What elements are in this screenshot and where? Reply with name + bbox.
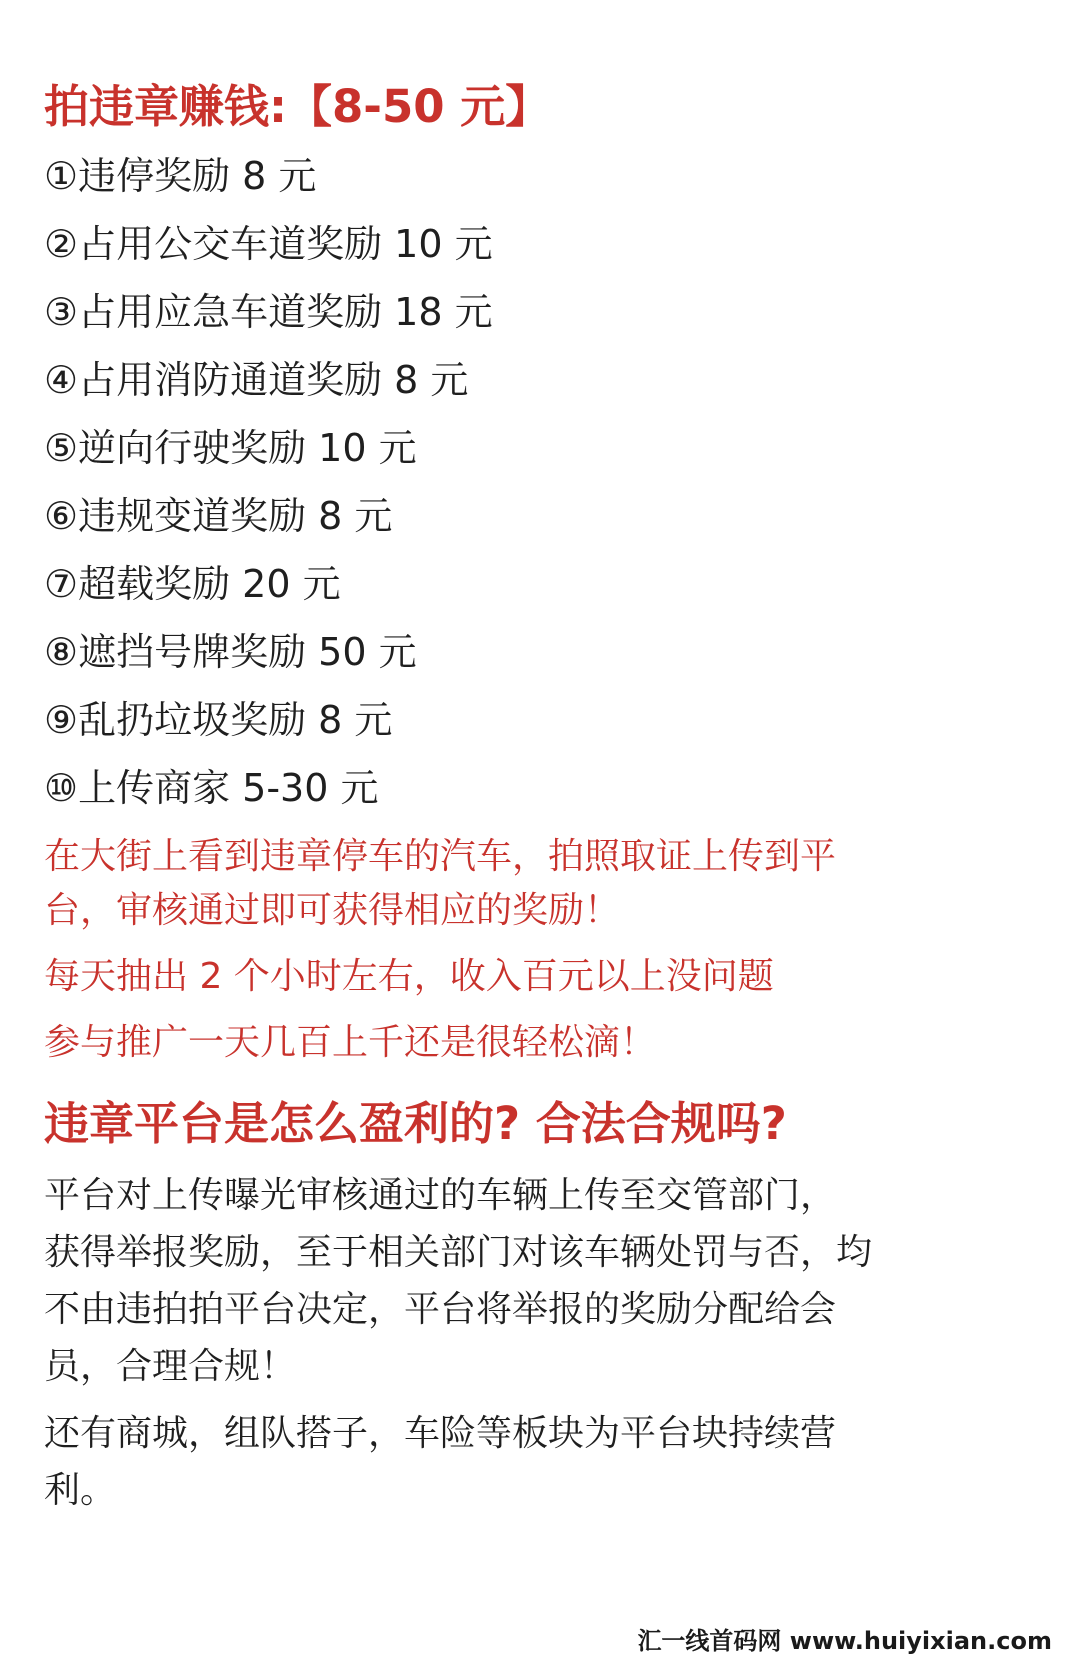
reward-item-9: ⑨乱扔垃圾奖励 8 元	[44, 698, 393, 742]
reward-item-7: ⑦超载奖励 20 元	[44, 562, 341, 606]
reward-item-4: ④占用消防通道奖励 8 元	[44, 358, 469, 402]
reward-item-5: ⑤逆向行驶奖励 10 元	[44, 426, 417, 470]
reward-item-6: ⑥违规变道奖励 8 元	[44, 494, 393, 538]
reward-section	[44, 78, 1044, 1070]
reward-item-2: ②占用公交车道奖励 10 元	[44, 222, 493, 266]
reward-list	[44, 142, 1044, 822]
reward-item-10: ⑩上传商家 5-30 元	[44, 766, 379, 810]
profit-section	[44, 1095, 1044, 1519]
note-line-1: 在大街上看到违章停车的汽车，拍照取证上传到平	[44, 836, 837, 877]
paragraph-2-line-2: 利。	[44, 1470, 117, 1511]
note-line-2: 台，审核通过即可获得相应的奖励！	[44, 890, 621, 931]
reward-item-8: ⑧遮挡号牌奖励 50 元	[44, 630, 417, 674]
reward-item-1: ①违停奖励 8 元	[44, 154, 317, 198]
reward-item-3: ③占用应急车道奖励 18 元	[44, 290, 493, 334]
how-it-works-note	[44, 830, 1044, 938]
profit-heading: 违章平台是怎么盈利的? 合法合规吗?	[44, 1097, 787, 1150]
reward-heading: 拍违章赚钱:【8-50 元】	[44, 80, 551, 133]
paragraph-1-line-1: 平台对上传曝光审核通过的车辆上传至交管部门，	[44, 1175, 837, 1216]
paragraph-1-line-2: 获得举报奖励，至于相关部门对该车辆处罚与否，均	[44, 1232, 873, 1273]
site-watermark: 汇一线首码网 www.huiyixian.com	[637, 1627, 1052, 1655]
paragraph-1-line-4: 员，合理合规！	[44, 1346, 297, 1387]
paragraph-1-line-3: 不由违拍拍平台决定，平台将举报的奖励分配给会	[44, 1289, 837, 1330]
profit-paragraph-2	[44, 1405, 1044, 1519]
promotion-note: 参与推广一天几百上千还是很轻松滴！	[44, 1022, 657, 1063]
profit-paragraph-1	[44, 1167, 1044, 1395]
income-note: 每天抽出 2 个小时左右，收入百元以上没问题	[44, 956, 774, 997]
paragraph-2-line-1: 还有商城，组队搭子，车险等板块为平台块持续营	[44, 1413, 837, 1454]
